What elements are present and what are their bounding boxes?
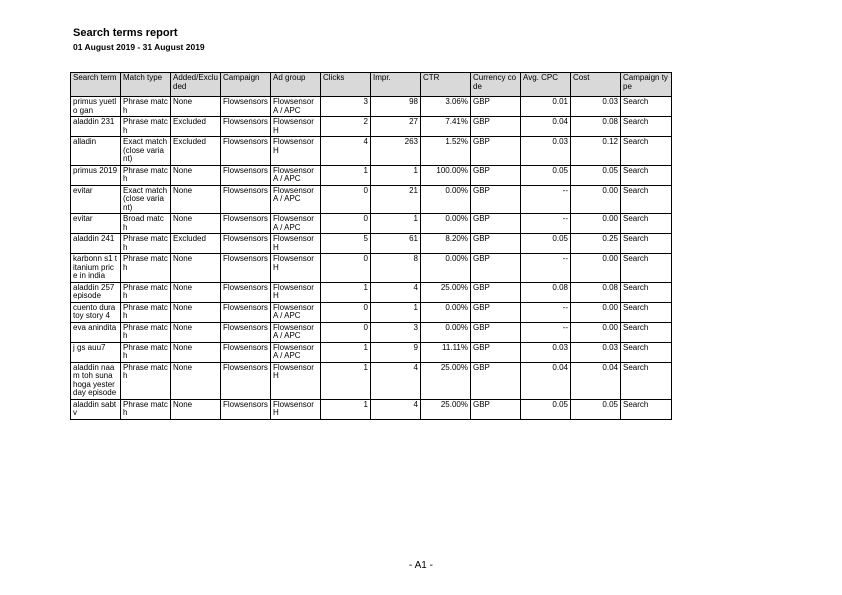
table-cell: 3	[371, 322, 421, 342]
table-cell: Search	[621, 214, 672, 234]
table-cell: 0.00%	[421, 322, 471, 342]
table-cell: None	[171, 185, 221, 214]
table-cell: Flowsensor A / APC	[271, 185, 321, 214]
table-cell: 0.00	[571, 322, 621, 342]
table-cell: 21	[371, 185, 421, 214]
table-cell: Phrase match	[121, 254, 171, 283]
table-cell: GBP	[471, 185, 521, 214]
table-cell: Flowsensors	[221, 399, 271, 419]
column-header: Currency code	[471, 73, 521, 97]
table-cell: None	[171, 97, 221, 117]
table-cell: 1	[321, 165, 371, 185]
table-cell: Flowsensors	[221, 214, 271, 234]
table-cell: aladdin 231	[71, 117, 121, 137]
table-cell: 9	[371, 342, 421, 362]
table-cell: Phrase match	[121, 234, 171, 254]
table-cell: GBP	[471, 234, 521, 254]
table-cell: GBP	[471, 342, 521, 362]
table-cell: aladdin naam toh suna hoga yesterday episode	[71, 362, 121, 399]
table-cell: 0.03	[521, 137, 571, 166]
table-cell: Phrase match	[121, 342, 171, 362]
table-cell: Flowsensor A / APC	[271, 97, 321, 117]
table-cell: 0.00	[571, 254, 621, 283]
table-cell: 25.00%	[421, 399, 471, 419]
table-cell: 0.00%	[421, 302, 471, 322]
table-cell: Flowsensor A / APC	[271, 302, 321, 322]
table-cell: alladin	[71, 137, 121, 166]
table-cell: j gs auu7	[71, 342, 121, 362]
table-cell: Search	[621, 165, 672, 185]
table-cell: 1.52%	[421, 137, 471, 166]
table-cell: Search	[621, 302, 672, 322]
table-cell: Search	[621, 362, 672, 399]
table-header-row	[71, 73, 672, 97]
table-cell: Broad match	[121, 214, 171, 234]
table-cell: Search	[621, 185, 672, 214]
table-cell: None	[171, 322, 221, 342]
table-cell: 4	[371, 282, 421, 302]
table-cell: --	[521, 214, 571, 234]
table-cell: Phrase match	[121, 97, 171, 117]
table-cell: 11.11%	[421, 342, 471, 362]
table-cell: Flowsensors	[221, 282, 271, 302]
table-cell: Search	[621, 399, 672, 419]
table-cell: Search	[621, 282, 672, 302]
column-header: Impr.	[371, 73, 421, 97]
table-cell: 8	[371, 254, 421, 283]
table-cell: Search	[621, 234, 672, 254]
table-cell: primus 2019	[71, 165, 121, 185]
table-row	[71, 302, 672, 322]
column-header: Clicks	[321, 73, 371, 97]
table-row	[71, 97, 672, 117]
table-cell: GBP	[471, 322, 521, 342]
table-cell: 0	[321, 185, 371, 214]
table-cell: Flowsensors	[221, 342, 271, 362]
table-cell: 4	[371, 399, 421, 419]
table-cell: Flowsensor H	[271, 399, 321, 419]
table-cell: 0.03	[571, 342, 621, 362]
table-row	[71, 214, 672, 234]
column-header: Cost	[571, 73, 621, 97]
table-cell: Flowsensor H	[271, 362, 321, 399]
table-cell: --	[521, 322, 571, 342]
table-cell: Phrase match	[121, 302, 171, 322]
table-cell: 0.08	[521, 282, 571, 302]
table-cell: 0.05	[521, 234, 571, 254]
table-cell: primus yuetlo gan	[71, 97, 121, 117]
table-cell: Excluded	[171, 117, 221, 137]
table-cell: 0.05	[571, 165, 621, 185]
table-cell: --	[521, 302, 571, 322]
table-cell: Flowsensors	[221, 322, 271, 342]
table-cell: 0.08	[571, 117, 621, 137]
table-cell: 1	[321, 362, 371, 399]
table-cell: Flowsensors	[221, 302, 271, 322]
table-cell: Flowsensor A / APC	[271, 214, 321, 234]
table-cell: Phrase match	[121, 362, 171, 399]
table-row	[71, 234, 672, 254]
table-cell: 0.00%	[421, 214, 471, 234]
table-cell: Phrase match	[121, 165, 171, 185]
table-cell: evitar	[71, 214, 121, 234]
table-cell: GBP	[471, 302, 521, 322]
table-cell: GBP	[471, 97, 521, 117]
table-cell: Flowsensors	[221, 97, 271, 117]
table-row	[71, 282, 672, 302]
table-cell: 0.05	[521, 399, 571, 419]
table-cell: Flowsensors	[221, 137, 271, 166]
table-cell: 1	[371, 165, 421, 185]
table-cell: aladdin 241	[71, 234, 121, 254]
page-number: - A1 -	[409, 560, 433, 571]
table-row	[71, 322, 672, 342]
table-cell: Flowsensors	[221, 185, 271, 214]
table-cell: Flowsensor H	[271, 117, 321, 137]
table-cell: 1	[321, 282, 371, 302]
table-cell: 5	[321, 234, 371, 254]
table-cell: cuento dura toy story 4	[71, 302, 121, 322]
table-cell: 0	[321, 214, 371, 234]
column-header: Ad group	[271, 73, 321, 97]
table-cell: 0.04	[521, 362, 571, 399]
table-cell: GBP	[471, 165, 521, 185]
table-row	[71, 165, 672, 185]
table-cell: Search	[621, 342, 672, 362]
table-cell: 4	[371, 362, 421, 399]
table-cell: Flowsensor H	[271, 137, 321, 166]
column-header: CTR	[421, 73, 471, 97]
table-cell: Search	[621, 137, 672, 166]
column-header: Search term	[71, 73, 121, 97]
table-cell: 1	[321, 342, 371, 362]
table-cell: 0.04	[571, 362, 621, 399]
table-cell: GBP	[471, 399, 521, 419]
table-cell: 0.25	[571, 234, 621, 254]
table-row	[71, 137, 672, 166]
table-cell: 0.00%	[421, 254, 471, 283]
table-cell: Phrase match	[121, 117, 171, 137]
report-date-range: 01 August 2019 - 31 August 2019	[73, 42, 205, 52]
table-cell: Excluded	[171, 137, 221, 166]
table-cell: 2	[321, 117, 371, 137]
table-cell: Phrase match	[121, 322, 171, 342]
table-cell: GBP	[471, 137, 521, 166]
table-body	[71, 97, 672, 420]
table-cell: 0	[321, 302, 371, 322]
table-cell: Flowsensors	[221, 254, 271, 283]
table-cell: 3.06%	[421, 97, 471, 117]
table-cell: Phrase match	[121, 282, 171, 302]
table-cell: Flowsensor A / APC	[271, 322, 321, 342]
table-cell: None	[171, 254, 221, 283]
table-cell: Flowsensor A / APC	[271, 342, 321, 362]
table-cell: Flowsensor H	[271, 254, 321, 283]
table-cell: aladdin sabtv	[71, 399, 121, 419]
table-cell: Search	[621, 254, 672, 283]
table-cell: GBP	[471, 254, 521, 283]
table-cell: aladdin 257episode	[71, 282, 121, 302]
table-cell: 0.00	[571, 185, 621, 214]
table-cell: 0.12	[571, 137, 621, 166]
table-cell: None	[171, 214, 221, 234]
table-cell: 0.05	[571, 399, 621, 419]
table-row	[71, 254, 672, 283]
table-cell: 0.04	[521, 117, 571, 137]
column-header: Campaign	[221, 73, 271, 97]
table-cell: Phrase match	[121, 399, 171, 419]
table-cell: None	[171, 282, 221, 302]
table-cell: 0.01	[521, 97, 571, 117]
table-cell: Search	[621, 117, 672, 137]
report-title: Search terms report	[73, 27, 178, 39]
table-cell: Flowsensors	[221, 362, 271, 399]
table-cell: None	[171, 165, 221, 185]
table-cell: 0.00%	[421, 185, 471, 214]
table-cell: karbonn s1 titanium price in india	[71, 254, 121, 283]
table-cell: Excluded	[171, 234, 221, 254]
table-cell: GBP	[471, 214, 521, 234]
table-cell: None	[171, 362, 221, 399]
table-cell: 27	[371, 117, 421, 137]
table-cell: GBP	[471, 362, 521, 399]
table-cell: Search	[621, 322, 672, 342]
table-cell: None	[171, 399, 221, 419]
search-terms-table	[70, 72, 672, 420]
table-cell: 4	[321, 137, 371, 166]
table-cell: 100.00%	[421, 165, 471, 185]
table-cell: --	[521, 254, 571, 283]
table-row	[71, 399, 672, 419]
table-row	[71, 185, 672, 214]
table-cell: Flowsensors	[221, 234, 271, 254]
table-cell: Search	[621, 97, 672, 117]
table-cell: Flowsensors	[221, 165, 271, 185]
column-header: Added/Excluded	[171, 73, 221, 97]
table-cell: GBP	[471, 282, 521, 302]
table-cell: Exact match (close variant)	[121, 137, 171, 166]
table-cell: 7.41%	[421, 117, 471, 137]
column-header: Campaign type	[621, 73, 672, 97]
table-cell: 3	[321, 97, 371, 117]
table-cell: eva anindita	[71, 322, 121, 342]
table-cell: GBP	[471, 117, 521, 137]
table-cell: 0.03	[521, 342, 571, 362]
table-cell: 1	[371, 214, 421, 234]
table-cell: 1	[371, 302, 421, 322]
table-cell: evitar	[71, 185, 121, 214]
column-header: Avg. CPC	[521, 73, 571, 97]
table-cell: Flowsensor A / APC	[271, 165, 321, 185]
table-row	[71, 117, 672, 137]
table-cell: 0.05	[521, 165, 571, 185]
table-cell: 1	[321, 399, 371, 419]
table-cell: 0	[321, 254, 371, 283]
table-cell: 98	[371, 97, 421, 117]
table-cell: Flowsensors	[221, 117, 271, 137]
table-cell: 0.00	[571, 302, 621, 322]
table-cell: Exact match (close variant)	[121, 185, 171, 214]
table-cell: 25.00%	[421, 362, 471, 399]
table-cell: 0.08	[571, 282, 621, 302]
column-header: Match type	[121, 73, 171, 97]
table-cell: 61	[371, 234, 421, 254]
table-cell: 0	[321, 322, 371, 342]
table-cell: 8.20%	[421, 234, 471, 254]
table-cell: 0.00	[571, 214, 621, 234]
table-cell: 25.00%	[421, 282, 471, 302]
table-cell: Flowsensor H	[271, 282, 321, 302]
table-cell: None	[171, 302, 221, 322]
table-cell: 263	[371, 137, 421, 166]
table-cell: Flowsensor H	[271, 234, 321, 254]
table-row	[71, 342, 672, 362]
table-row	[71, 362, 672, 399]
table-cell: None	[171, 342, 221, 362]
table-cell: 0.03	[571, 97, 621, 117]
table-cell: --	[521, 185, 571, 214]
